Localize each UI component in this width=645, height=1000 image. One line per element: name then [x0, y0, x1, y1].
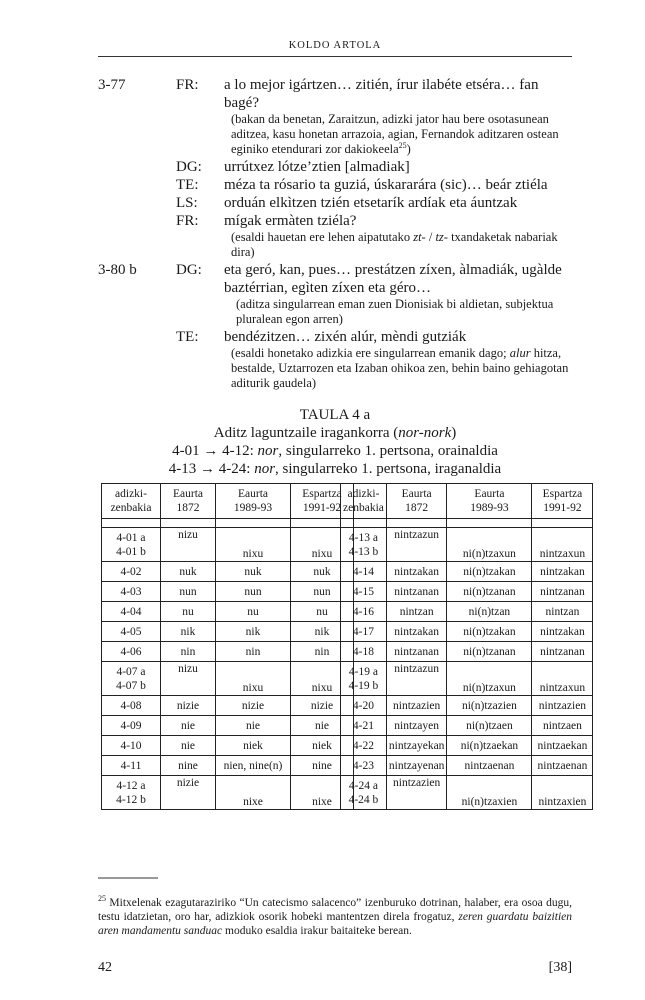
- form-cell: nintzan: [386, 602, 447, 622]
- form-cell: nuk: [161, 562, 216, 582]
- table-row: [102, 622, 354, 642]
- speaker-code: LS:: [176, 195, 198, 211]
- page-bracket: [38]: [548, 960, 572, 975]
- entry-ref: 3-80 b: [98, 262, 137, 278]
- form-number: 4-20: [341, 696, 387, 716]
- entry: [98, 194, 572, 212]
- form-number: 4-13 a 4-13 b: [341, 528, 387, 562]
- table-row: [102, 776, 354, 810]
- form-number: 4-17: [341, 622, 387, 642]
- column-header: adizki- zenbakia: [341, 484, 387, 519]
- table-title: TAULA 4 a: [299, 407, 371, 423]
- column-header: adizki- zenbakia: [102, 484, 161, 519]
- form-cell: nintzanan: [386, 582, 447, 602]
- form-number: 4-03: [102, 582, 161, 602]
- form-cell: nintzazien: [386, 696, 447, 716]
- form-number: 4-10: [102, 736, 161, 756]
- form-cell: nun: [291, 582, 354, 602]
- form-cell: nixe: [216, 776, 291, 810]
- entry-note: (aditza singularrean eman zuen Dionisiak bi aldietan, subjektua pluralean egon arren): [236, 297, 554, 326]
- form-number: 4-06: [102, 642, 161, 662]
- form-cell: nintzakan: [532, 562, 593, 582]
- table-row: [102, 642, 354, 662]
- column-header: Espartza 1991-92: [532, 484, 593, 519]
- form-cell: nintzayen: [386, 716, 447, 736]
- table-row: [341, 776, 593, 810]
- form-cell: nintzaenan: [447, 756, 532, 776]
- table-caption: [98, 406, 572, 478]
- form-cell: nu: [161, 602, 216, 622]
- form-cell: nik: [291, 622, 354, 642]
- form-cell: niek: [291, 736, 354, 756]
- form-cell: nixu: [216, 528, 291, 562]
- form-cell: nine: [291, 756, 354, 776]
- form-cell: nintzakan: [532, 622, 593, 642]
- form-cell: nine: [161, 756, 216, 776]
- entry-text: méza ta rósario ta guziá, úskararára (sic)… beár ztiéla: [224, 177, 548, 193]
- form-cell: ni(n)tzaxien: [447, 776, 532, 810]
- table-row: [341, 736, 593, 756]
- form-cell: nintzaxien: [532, 776, 593, 810]
- table-row: [102, 602, 354, 622]
- table-row: [341, 662, 593, 696]
- form-cell: nintzakan: [386, 562, 447, 582]
- entry-note: (bakan da benetan, Zaraitzun, adizki jator hau bere osotasunean aditzea, kasu honetan arrazoia, agian, Fernandok aditzaren ostean eginiko etendurari zor dakiokeela$^{25}$): [231, 112, 559, 156]
- form-number: 4-14: [341, 562, 387, 582]
- form-cell: nie: [161, 736, 216, 756]
- form-cell: nin: [161, 642, 216, 662]
- form-cell: nintzanan: [532, 642, 593, 662]
- form-cell: ni(n)tzaxun: [447, 662, 532, 696]
- form-cell: ni(n)tzazien: [447, 696, 532, 716]
- table-row: [341, 622, 593, 642]
- table-subtitle: Aditz laguntzaile iragankorra (nor-nork): [213, 425, 457, 441]
- entry-text: bendézitzen… zixén alúr, mèndi gutziák: [224, 329, 467, 345]
- form-cell: nintzaekan: [532, 736, 593, 756]
- form-cell: nizie: [291, 696, 354, 716]
- form-cell: nintzaenan: [532, 756, 593, 776]
- form-cell: nin: [216, 642, 291, 662]
- table-row: [341, 642, 593, 662]
- form-cell: nintzazun: [386, 662, 447, 696]
- form-number: 4-04: [102, 602, 161, 622]
- form-cell: ni(n)tzanan: [447, 582, 532, 602]
- form-cell: nik: [216, 622, 291, 642]
- form-cell: nixu: [216, 662, 291, 696]
- entry: [98, 328, 572, 346]
- form-cell: nien, nine(n): [216, 756, 291, 776]
- form-number: 4-08: [102, 696, 161, 716]
- speaker-code: TE:: [176, 329, 199, 345]
- column-header: Eaurta 1989-93: [447, 484, 532, 519]
- table-range-1: 4-01 → 4-12: nor, singularreko 1. pertsona, orainaldia: [172, 443, 498, 459]
- table-row: [102, 736, 354, 756]
- form-cell: nintzakan: [386, 622, 447, 642]
- form-number: 4-22: [341, 736, 387, 756]
- form-number: 4-18: [341, 642, 387, 662]
- table-range-2: 4-13 → 4-24: nor, singularreko 1. pertsona, iraganaldia: [168, 461, 502, 477]
- table-row: [341, 696, 593, 716]
- form-cell: nintzanan: [532, 582, 593, 602]
- form-cell: nu: [291, 602, 354, 622]
- form-cell: ni(n)tzan: [447, 602, 532, 622]
- form-cell: nintzazien: [532, 696, 593, 716]
- form-cell: nintzaen: [532, 716, 593, 736]
- table-row: [341, 528, 593, 562]
- form-cell: nizu: [161, 662, 216, 696]
- form-cell: nie: [216, 716, 291, 736]
- entry-text: urrútxez lótze’ztien [almadiak]: [224, 159, 410, 175]
- form-number: 4-01 a 4-01 b: [102, 528, 161, 562]
- form-cell: nintzaxun: [532, 528, 593, 562]
- form-number: 4-12 a 4-12 b: [102, 776, 161, 810]
- speaker-code: DG:: [176, 262, 202, 278]
- entry-note: (esaldi hauetan ere lehen aipatutako zt- / tz- txandaketak nabariak dira): [231, 230, 558, 259]
- entry-note: (esaldi honetako adizkia ere singularrean emanik dago; alur hitza, bestalde, Uztarrozen eta Izaban ohikoa zen, behin baino gehiagotan aditurik gaudela): [231, 346, 569, 390]
- form-cell: nizie: [161, 696, 216, 716]
- form-cell: ni(n)tzaekan: [447, 736, 532, 756]
- column-header: Eaurta 1872: [386, 484, 447, 519]
- form-cell: nintzayekan: [386, 736, 447, 756]
- table-right: [340, 483, 593, 810]
- form-number: 4-15: [341, 582, 387, 602]
- table-left: [101, 483, 354, 810]
- entry-text: eta geró, kan, pues… prestátzen zíxen, àlmadiák, ugàlde baztérrian, egìten zíxen eta géro…: [224, 262, 562, 296]
- form-number: 4-23: [341, 756, 387, 776]
- header-row: [102, 484, 354, 519]
- entry: [98, 261, 572, 297]
- form-cell: nizie: [161, 776, 216, 810]
- footnote: $^{25}$ Mitxelenak ezagutaraziriko “Un catecismo salacenco” izenburuko dotrinan, halaber, era osoa dugu, testu idatzietan, oro har, adizkiok osorik hobeki mantentzen direla frogatuz, zeren guardatu baizitien aren mandamentu sanduac moduko esaldia irakur baitaiteke berean.: [98, 894, 572, 937]
- table-row: [102, 528, 354, 562]
- form-cell: nixu: [291, 528, 354, 562]
- form-cell: nintzayenan: [386, 756, 447, 776]
- table-row: [102, 716, 354, 736]
- entry: [98, 76, 572, 112]
- table-row: [341, 582, 593, 602]
- form-cell: ni(n)tzakan: [447, 562, 532, 582]
- entry: [98, 158, 572, 176]
- form-number: 4-21: [341, 716, 387, 736]
- entry-text: a lo mejor igártzen… zitién, írur ilabéte etséra… fan bagé?: [224, 77, 539, 111]
- form-cell: nizu: [161, 528, 216, 562]
- example-sentences: [98, 76, 572, 392]
- column-header: Espartza 1991-92: [291, 484, 354, 519]
- form-cell: nie: [161, 716, 216, 736]
- speaker-code: FR:: [176, 213, 199, 229]
- form-cell: nun: [161, 582, 216, 602]
- form-number: 4-19 a 4-19 b: [341, 662, 387, 696]
- table-row: [102, 696, 354, 716]
- table-row: [102, 756, 354, 776]
- form-cell: nintzaxun: [532, 662, 593, 696]
- entry-text: mígak ermàten tziéla?: [224, 213, 357, 229]
- speaker-code: TE:: [176, 177, 199, 193]
- form-cell: nuk: [216, 562, 291, 582]
- speaker-code: DG:: [176, 159, 202, 175]
- speaker-code: FR:: [176, 77, 199, 93]
- footnote-rule: [98, 877, 158, 879]
- table-row: [341, 562, 593, 582]
- form-cell: nintzan: [532, 602, 593, 622]
- column-header: Eaurta 1872: [161, 484, 216, 519]
- form-number: 4-16: [341, 602, 387, 622]
- form-cell: nik: [161, 622, 216, 642]
- column-header: Eaurta 1989-93: [216, 484, 291, 519]
- form-cell: ni(n)tzanan: [447, 642, 532, 662]
- form-cell: nixe: [291, 776, 354, 810]
- form-number: 4-07 a 4-07 b: [102, 662, 161, 696]
- header-row: [341, 484, 593, 519]
- form-cell: ni(n)tzaxun: [447, 528, 532, 562]
- form-cell: ni(n)tzaen: [447, 716, 532, 736]
- form-cell: nintzazien: [386, 776, 447, 810]
- form-number: 4-09: [102, 716, 161, 736]
- form-number: 4-24 a 4-24 b: [341, 776, 387, 810]
- form-cell: nizie: [216, 696, 291, 716]
- running-head: KOLDO ARTOLA: [288, 40, 382, 51]
- table-row: [341, 756, 593, 776]
- entry-text: orduán elkìtzen tzién etsetarík ardíak eta áuntzak: [224, 195, 518, 211]
- header-rule: [98, 56, 572, 57]
- form-number: 4-11: [102, 756, 161, 776]
- form-cell: nuk: [291, 562, 354, 582]
- entry: [98, 212, 572, 230]
- form-cell: nie: [291, 716, 354, 736]
- form-cell: nin: [291, 642, 354, 662]
- entry: [98, 176, 572, 194]
- entry-ref: 3-77: [98, 77, 126, 93]
- form-number: 4-02: [102, 562, 161, 582]
- form-cell: nun: [216, 582, 291, 602]
- form-number: 4-05: [102, 622, 161, 642]
- form-cell: niek: [216, 736, 291, 756]
- form-cell: nu: [216, 602, 291, 622]
- page-number: 42: [98, 960, 112, 975]
- form-cell: ni(n)tzakan: [447, 622, 532, 642]
- form-cell: nixu: [291, 662, 354, 696]
- table-row: [102, 562, 354, 582]
- table-row: [102, 662, 354, 696]
- table-row: [102, 582, 354, 602]
- table-row: [341, 716, 593, 736]
- form-cell: nintzazun: [386, 528, 447, 562]
- form-cell: nintzanan: [386, 642, 447, 662]
- table-row: [341, 602, 593, 622]
